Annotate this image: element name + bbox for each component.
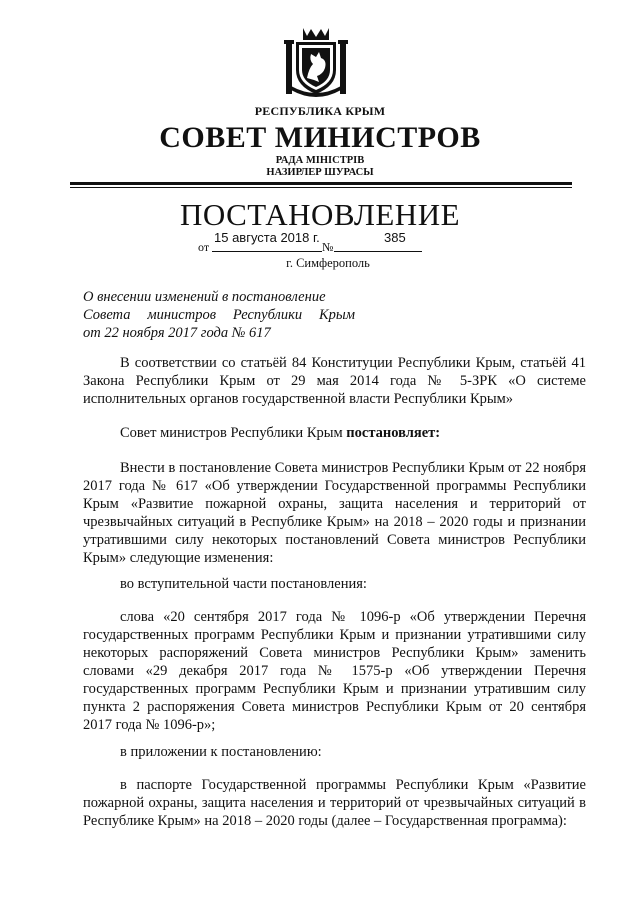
paragraph-text: В соответствии со статьёй 84 Конституции Республики Крым, статьёй 41 Закона Республики Крым от 29 мая 2014 года № 5-ЗРК «О системе исполнительных органов государственной власти Республики Крым» <box>83 355 586 407</box>
body-paragraph-words-replace <box>83 608 586 734</box>
body-paragraph-amend <box>83 459 586 567</box>
subject-line: О внесении изменений в постановление <box>83 289 326 305</box>
paragraph-text <box>83 424 586 442</box>
body-paragraph-resolves <box>83 424 586 442</box>
number-underline <box>334 251 422 252</box>
number-label: № <box>322 240 334 254</box>
header-divider-thin <box>70 187 572 188</box>
paragraph-text: Внести в постановление Совета министров Республики Крым от 22 ноября 2017 года № 617 «Об утверждении Государственной программы Республики Крым «Развитие пожарной охраны, защита населения и территорий от чрезвычайных ситуаций в Республике Крым» на 2018 – 2020 годы и признании утратившими силу некоторых постановлений Совета министров Республики Крым» следующие изменения: <box>83 460 586 566</box>
crimea-coat-of-arms-icon <box>283 26 349 98</box>
subject-line: от 22 ноября 2017 года № 617 <box>83 325 271 341</box>
council-title-ukrainian: РАДА МІНІСТРІВ <box>275 155 365 166</box>
decree-city: г. Симферополь <box>286 256 370 270</box>
republic-name: РЕСПУБЛИКА КРЫМ <box>254 104 386 118</box>
body-paragraph-passport <box>83 776 586 830</box>
paragraph-text: во вступительной части постановления: <box>120 576 367 592</box>
paragraph-text: в паспорте Государственной программы Республики Крым «Развитие пожарной охраны, защита населения и территорий от чрезвычайных ситуаций в Республике Крым» на 2018 – 2020 годы (далее – Государственная программа): <box>83 777 586 829</box>
council-title: СОВЕТ МИНИСТРОВ <box>159 121 481 154</box>
subject-line: Совета министров Республики Крым <box>83 307 355 323</box>
decree-subject <box>83 288 383 342</box>
council-title-crimean-tatar: НАЗИРЛЕР ШУРАСЫ <box>266 167 374 178</box>
decree-number: 385 <box>384 230 406 245</box>
decree-title: ПОСТАНОВЛЕНИЕ <box>179 197 461 232</box>
body-paragraph-preamble <box>83 354 586 408</box>
body-paragraph-annex <box>83 743 586 761</box>
decree-date: 15 августа 2018 г. <box>214 230 320 245</box>
from-label: от <box>198 240 210 254</box>
header-divider-thick <box>70 182 572 185</box>
paragraph-text: слова «20 сентября 2017 года № 1096-р «Об утверждении Перечня государственных программ Республики Крым и признании утратившими силу некоторых распоряжений Совета министров Республики Крым» заменить словами «29 декабря 2017 года № 1575-р «Об утверждении Перечня государственных программ Республики Крым и признании утратившим силу пункта 2 распоряжения Совета министров Республики Крым от 20 сентября 2017 года № 1096-р»; <box>83 609 586 733</box>
date-underline <box>212 251 322 252</box>
body-paragraph-intro-part <box>83 575 586 593</box>
resolves-prefix: Совет министров Республики Крым <box>120 425 347 441</box>
paragraph-text: в приложении к постановлению: <box>120 744 322 760</box>
resolves-keyword: постановляет: <box>346 425 441 441</box>
